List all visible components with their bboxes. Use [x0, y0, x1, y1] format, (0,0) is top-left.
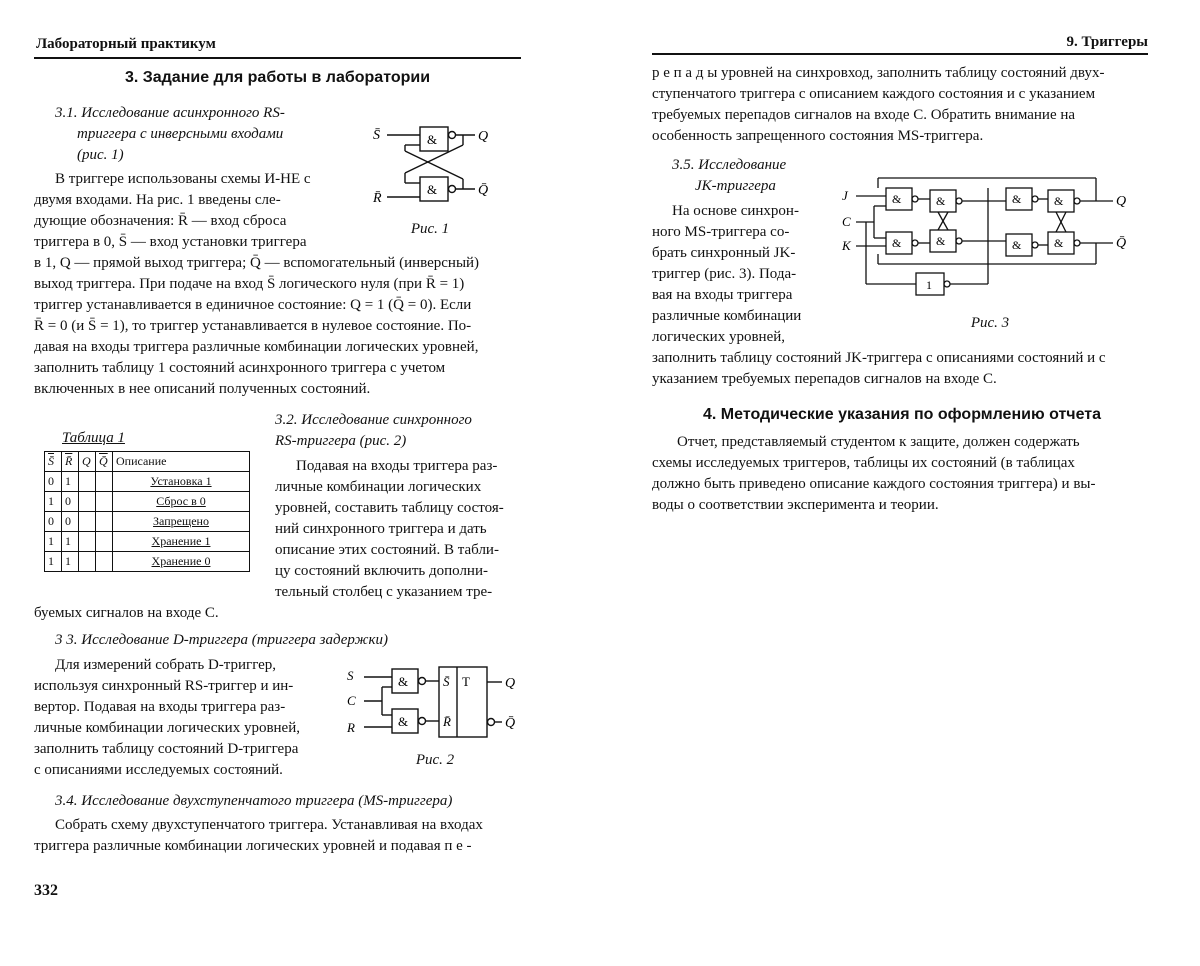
fig2-gate-bottom: &: [398, 714, 409, 729]
s35-text-tail: указанием требуемых перепадов сигналов на входе C.: [652, 371, 997, 387]
s35-text-line: вая на входы триггера: [652, 287, 793, 303]
fig3-gate: &: [1054, 194, 1064, 208]
s31-text-line: триггер устанавливается в единичное состояние: Q = 1 (Q̄ = 0). Если: [34, 297, 472, 313]
left-header-rule: [34, 57, 521, 59]
figure-3-caption: Рис. 3: [970, 315, 1010, 331]
fig2-output-q: Q: [505, 676, 516, 691]
fig1-output-q: Q: [478, 129, 489, 144]
s35-heading-line-2: JK-триггера: [695, 178, 776, 194]
s33-text-line: используя синхронный RS-триггер и ин-: [34, 678, 294, 694]
s33-heading: 3 3. Исследование D-триггера (триггера задержки): [55, 632, 389, 648]
s32-text-line: Подавая на входы триггера раз-: [296, 458, 498, 474]
fig3-input-j: J: [842, 188, 848, 203]
section-4-text-line: воды о соответствии эксперимента и теории.: [652, 497, 939, 513]
s32-text-line: ний синхронного триггера и дать: [275, 521, 487, 537]
fig1-input-r: R̄: [373, 191, 382, 206]
s31-text-line: выход триггера. При подаче на вход S̄ логического нуля (при R̄ = 1): [34, 276, 465, 292]
s32-text-line: уровней, составить таблицу состоя-: [275, 500, 504, 516]
fig3-input-c: C: [842, 214, 851, 229]
table-header-cell: S̄: [45, 452, 62, 472]
s35-text-line: различные комбинации: [652, 308, 802, 324]
s31-text-line: триггера в 0, S̄ — вход установки триггера: [34, 234, 307, 250]
fig1-gate-top: &: [427, 132, 438, 147]
s35-text-line: триггер (рис. 3). Пода-: [652, 266, 797, 282]
section-4-text-line: должно быть приведено описание каждого состояния триггера) и вы-: [652, 476, 1096, 492]
section-4-text-line: Отчет, представляемый студентом к защите, должен содержать: [677, 434, 1080, 450]
s31-text-line: включенных в нее описаний полученных состояний.: [34, 381, 371, 397]
fig3-gate: &: [936, 234, 946, 248]
fig1-gate-bottom: &: [427, 182, 438, 197]
s31-text-line: дующие обозначения: R̄ — вход сброса: [34, 213, 287, 229]
s31-text-line: давая на входы триггера различные комбинации логических уровней,: [34, 339, 479, 355]
table-header-cell: Q: [79, 452, 96, 472]
s35-text-tail: заполнить таблицу состояний JK-триггера с описаниями состояний и с: [652, 350, 1106, 366]
fig2-output-qbar: Q̄: [505, 716, 516, 731]
section-4-text-line: схемы исследуемых триггеров, таблицы их состояний (в таблицах: [652, 455, 1075, 471]
fig3-output-qbar: Q̄: [1116, 236, 1127, 251]
table-row: 0 1 Установка 1: [45, 472, 250, 492]
section-3-title: 3. Задание для работы в лаборатории: [124, 69, 431, 86]
s33-text-line: личные комбинации логических уровней,: [34, 720, 300, 736]
fig3-gate: &: [892, 192, 902, 206]
s34-heading: 3.4. Исследование двухступенчатого триггера (MS-триггера): [55, 793, 453, 809]
fig3-gate: &: [1012, 238, 1022, 252]
s31-heading-line-3: (рис. 1): [77, 147, 124, 163]
s34-cont-line: требуемых перепадов сигналов на входе C. Обратить внимание на: [652, 107, 1076, 123]
s35-text-line: На основе синхрон-: [672, 203, 799, 219]
fig2-gate-top: &: [398, 674, 409, 689]
table-header-cell: R̄: [62, 452, 79, 472]
table-row: 1 0 Сброс в 0: [45, 492, 250, 512]
s34-text-line: триггера различные комбинации логических уровней и подавая п е -: [34, 838, 472, 854]
fig3-inverter: 1: [926, 278, 932, 292]
s31-text-line: R̄ = 0 (и S̄ = 1), то триггер устанавливается в нулевое состояние. По-: [34, 318, 472, 334]
s31-heading-line-1: 3.1. Исследование асинхронного RS-: [55, 105, 285, 121]
s32-text-line: цу состояний включить дополни-: [275, 563, 488, 579]
table-header-cell: Q̄: [96, 452, 113, 472]
s33-text-line: с описаниями исследуемых состояний.: [34, 762, 283, 778]
s32-text-line: описание этих состояний. В табли-: [275, 542, 499, 558]
fig3-gate: &: [1054, 236, 1064, 250]
fig2-box-s: S̄: [443, 674, 450, 689]
table-row: 1 1 Хранение 1: [45, 532, 250, 552]
table-row: 1 1 Хранение 0: [45, 552, 250, 572]
s32-heading-line-2: RS-триггера (рис. 2): [275, 433, 407, 449]
left-page-number: 332: [34, 882, 58, 899]
fig2-box-r: R̄: [443, 714, 451, 729]
fig2-box-t: T: [462, 674, 470, 689]
fig2-input-c: C: [347, 693, 356, 708]
figure-2-d-trigger-diagram: [342, 660, 527, 742]
fig3-output-q: Q: [1116, 194, 1127, 209]
right-running-head: 9. Триггеры: [1066, 34, 1148, 50]
fig3-gate: &: [1012, 192, 1022, 206]
figure-2-caption: Рис. 2: [415, 752, 455, 768]
figure-3-jk-trigger-diagram: [838, 172, 1138, 302]
s31-text-line: заполнить таблицу 1 состояний асинхронного триггера с учетом: [34, 360, 446, 376]
section-4-title: 4. Методические указания по оформлению отчета: [703, 406, 1101, 423]
left-running-head: Лабораторный практикум: [36, 36, 216, 52]
s33-text-line: Для измерений собрать D-триггер,: [55, 657, 277, 673]
s31-text-line: двумя входами. На рис. 1 введены сле-: [34, 192, 281, 208]
figure-1-rs-latch-diagram: [365, 118, 525, 214]
s33-text-line: заполнить таблицу состояний D-триггера: [34, 741, 299, 757]
fig1-input-s: S̄: [373, 128, 380, 143]
s35-text-line: логических уровней,: [652, 329, 786, 345]
table-1: [44, 451, 250, 572]
fig2-input-r: R: [347, 720, 355, 735]
s32-text-tail: буемых сигналов на входе C.: [34, 605, 219, 621]
s34-text-line: Собрать схему двухступенчатого триггера. Устанавливая на входах: [55, 817, 483, 833]
s32-text-line: личные комбинации логических: [275, 479, 482, 495]
s34-cont-line: ступенчатого триггера с описанием каждого состояния и с указанием: [652, 86, 1096, 102]
s31-heading-line-2: триггера с инверсными входами: [77, 126, 284, 142]
s35-text-line: ного MS-триггера со-: [652, 224, 790, 240]
table-header-cell: Описание: [113, 452, 250, 472]
table-header-row: [45, 452, 250, 472]
s32-text-line: тельный столбец с указанием тре-: [275, 584, 493, 600]
fig3-gate: &: [892, 236, 902, 250]
table-row: 0 0 Запрещено: [45, 512, 250, 532]
s35-heading-line-1: 3.5. Исследование: [672, 157, 787, 173]
s33-text-line: вертор. Подавая на входы триггера раз-: [34, 699, 286, 715]
fig2-input-s: S: [347, 668, 354, 683]
s35-text-line: брать синхронный JK-: [652, 245, 796, 261]
s32-heading-line-1: 3.2. Исследование синхронного: [275, 412, 472, 428]
table-1-title: Таблица 1: [62, 430, 125, 446]
s34-cont-line: особенность запрещенного состояния MS-триггера.: [652, 128, 984, 144]
s34-cont-line: р е п а д ы уровней на синхровход, заполнить таблицу состояний двух-: [652, 65, 1105, 81]
figure-1-caption: Рис. 1: [410, 221, 450, 237]
fig1-output-qbar: Q̄: [478, 183, 489, 198]
fig3-gate: &: [936, 194, 946, 208]
right-header-rule: [652, 53, 1148, 55]
s31-text-line: В триггере использованы схемы И-НЕ с: [55, 171, 311, 187]
s31-text-line: в 1, Q — прямой выход триггера; Q̄ — вспомогательный (инверсный): [34, 255, 480, 271]
fig3-input-k: K: [842, 238, 851, 253]
